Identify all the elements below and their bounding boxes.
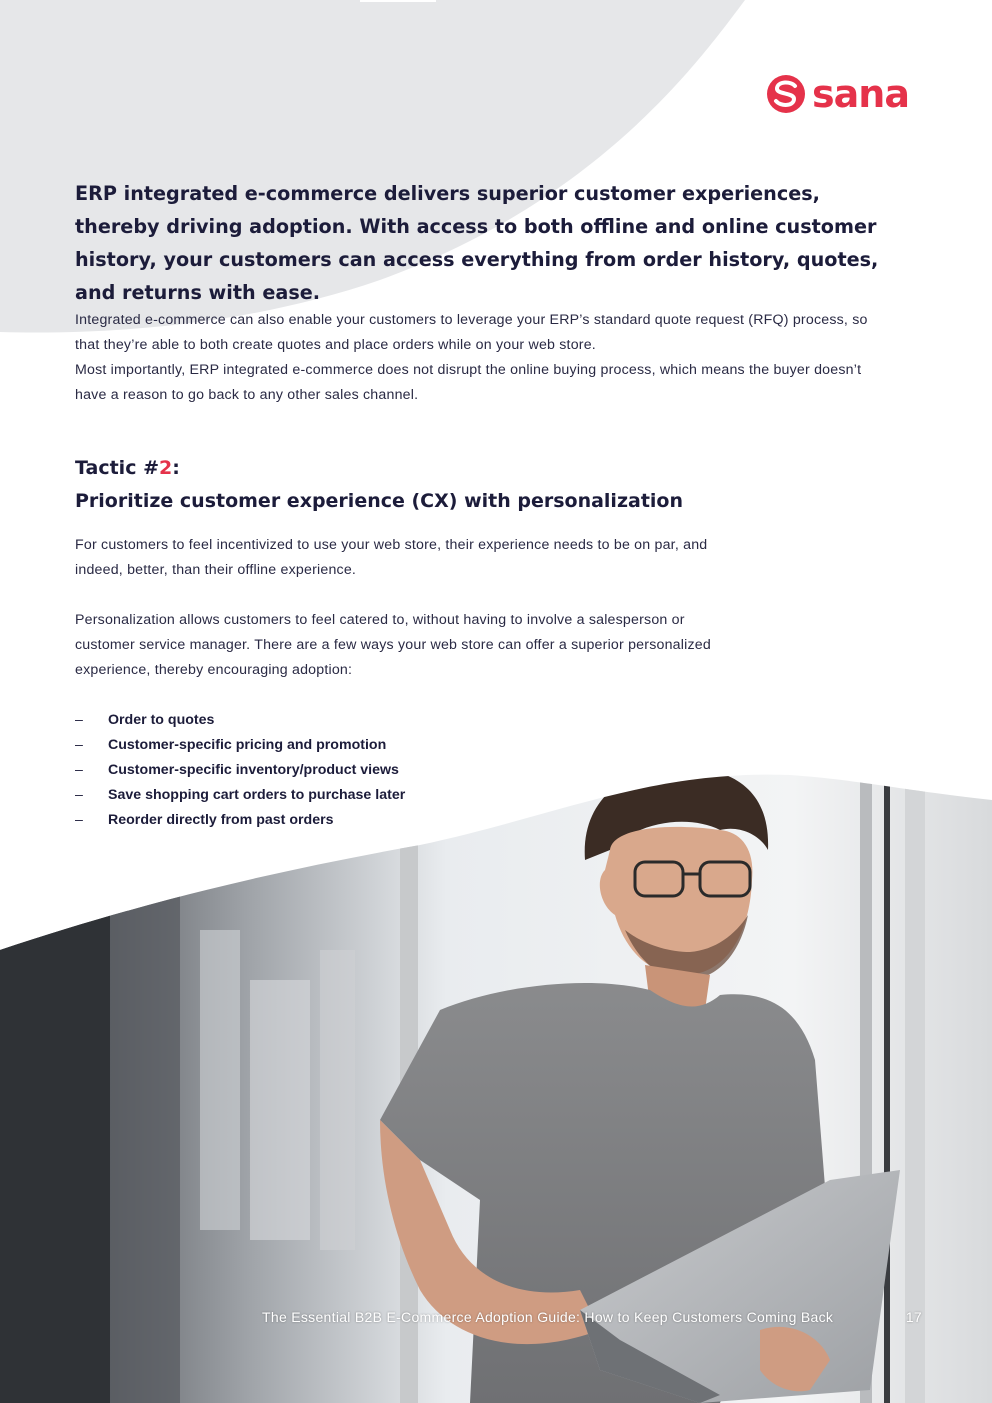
list-item bbox=[75, 708, 405, 733]
tactic-title: Prioritize customer experience (CX) with personalization bbox=[75, 490, 683, 512]
bullet-dash: – bbox=[75, 737, 83, 753]
personalization-list bbox=[75, 708, 405, 833]
list-item-text: Save shopping cart orders to purchase later bbox=[108, 787, 406, 803]
tactic-suffix: : bbox=[172, 457, 180, 479]
list-item bbox=[75, 758, 405, 783]
list-item-text: Order to quotes bbox=[108, 712, 215, 728]
bullet-dash: – bbox=[75, 787, 83, 803]
list-item bbox=[75, 783, 405, 808]
paragraph-line: Most importantly, ERP integrated e-commerce does not disrupt the online buying process, which means the buyer doesn’t have a reason to go back to any other sales channel. bbox=[75, 362, 862, 403]
sana-logo bbox=[766, 72, 926, 116]
list-item-text: Reorder directly from past orders bbox=[108, 812, 334, 828]
paragraph-incentive: For customers to feel incentivized to use your web store, their experience needs to be on par, and indeed, better, than their offline experience. bbox=[75, 537, 708, 578]
tactic-prefix: Tactic # bbox=[75, 457, 159, 479]
list-item-text: Customer-specific pricing and promotion bbox=[108, 737, 387, 753]
bullet-dash: – bbox=[75, 762, 83, 778]
tactic-heading bbox=[75, 452, 895, 518]
lead-paragraph: ERP integrated e-commerce delivers superior customer experiences, thereby driving adoption. With access to both offline and online customer history, your customers can access everything from order history, quotes, and returns with ease. bbox=[75, 182, 879, 304]
list-item bbox=[75, 808, 405, 833]
bullet-dash: – bbox=[75, 812, 83, 828]
bullet-dash: – bbox=[75, 712, 83, 728]
list-item-text: Customer-specific inventory/product views bbox=[108, 762, 399, 778]
logo-text: sana bbox=[812, 72, 909, 116]
paragraph-personalization: Personalization allows customers to feel catered to, without having to involve a salesperson or customer service manager. There are a few ways your web store can offer a superior personalized experience, thereby encouraging adoption: bbox=[75, 612, 711, 678]
page-footer bbox=[262, 1309, 922, 1325]
paragraph-line: Integrated e-commerce can also enable your customers to leverage your ERP’s standard quote request (RFQ) process, so that they’re able to both create quotes and place orders while on your web store. bbox=[75, 312, 868, 353]
page-number: 17 bbox=[905, 1309, 922, 1325]
list-item bbox=[75, 733, 405, 758]
sana-s-icon bbox=[766, 74, 806, 114]
tactic-number: 2 bbox=[159, 457, 173, 479]
paragraph-quotes bbox=[75, 308, 895, 408]
footer-title: The Essential B2B E-Commerce Adoption Guide: How to Keep Customers Coming Back bbox=[262, 1309, 834, 1325]
